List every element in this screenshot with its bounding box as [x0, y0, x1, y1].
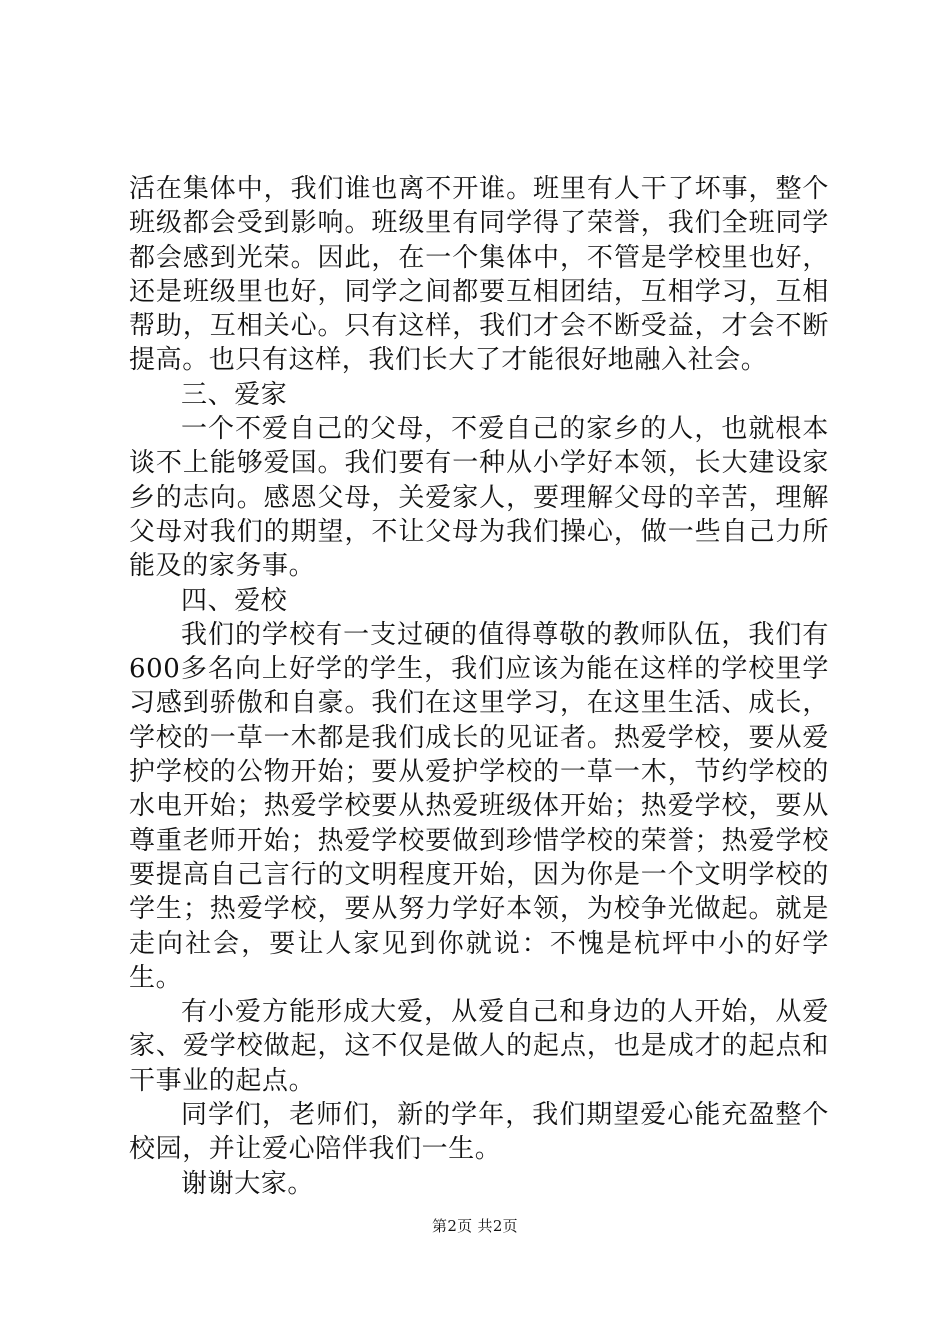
- section-heading-love-family: 三、爱家: [181, 379, 288, 410]
- paragraph-continued-collective: 活在集体中，我们谁也离不开谁。班里有人干了坏事，整个班级都会受到影响。班级里有同学得了荣誉，我们全班同学都会感到光荣。因此，在一个集体中，不管是学校里也好，还是班级里也好，同学之间都要互相团结，互相学习，互相帮助，互相关心。只有这样，我们才会不断受益，才会不断提高。也只有这样，我们长大了才能很好地融入社会。: [129, 174, 829, 376]
- paragraph-small-love-big-love: 有小爱方能形成大爱，从爱自己和身边的人开始，从爱家、爱学校做起，这不仅是做人的起点，也是成才的起点和干事业的起点。: [129, 997, 829, 1096]
- paragraph-love-family: 一个不爱自己的父母，不爱自己的家乡的人，也就根本谈不上能够爱国。我们要有一种从小学好本领，长大建设家乡的志向。感恩父母，关爱家人，要理解父母的辛苦，理解父母对我们的期望，不让父母为我们操心，做一些自己力所能及的家务事。: [129, 414, 829, 582]
- document-body: [129, 172, 829, 1201]
- page-number-footer: 第2页 共2页: [432, 1217, 518, 1235]
- paragraph-thanks: 谢谢大家。: [181, 1168, 315, 1199]
- paragraph-closing-wish: 同学们，老师们，新的学年，我们期望爱心能充盈整个校园，并让爱心陪伴我们一生。: [129, 1100, 829, 1165]
- paragraph-love-school: 我们的学校有一支过硬的值得尊敬的教师队伍，我们有600多名向上好学的学生，我们应该为能在这样的学校里学习感到骄傲和自豪。我们在这里学习，在这里生活、成长，学校的一草一木都是我们成长的见证者。热爱学校，要从爱护学校的公物开始；要从爱护学校的一草一木，节约学校的水电开始；热爱学校要从热爱班级体开始；热爱学校，要从尊重老师开始；热爱学校要做到珍惜学校的荣誉；热爱学校要提高自己言行的文明程度开始，因为你是一个文明学校的学生；热爱学校，要从努力学好本领，为校争光做起。就是走向社会，要让人家见到你就说：不愧是杭坪中小的好学生。: [129, 619, 829, 993]
- section-heading-love-school: 四、爱校: [181, 585, 288, 616]
